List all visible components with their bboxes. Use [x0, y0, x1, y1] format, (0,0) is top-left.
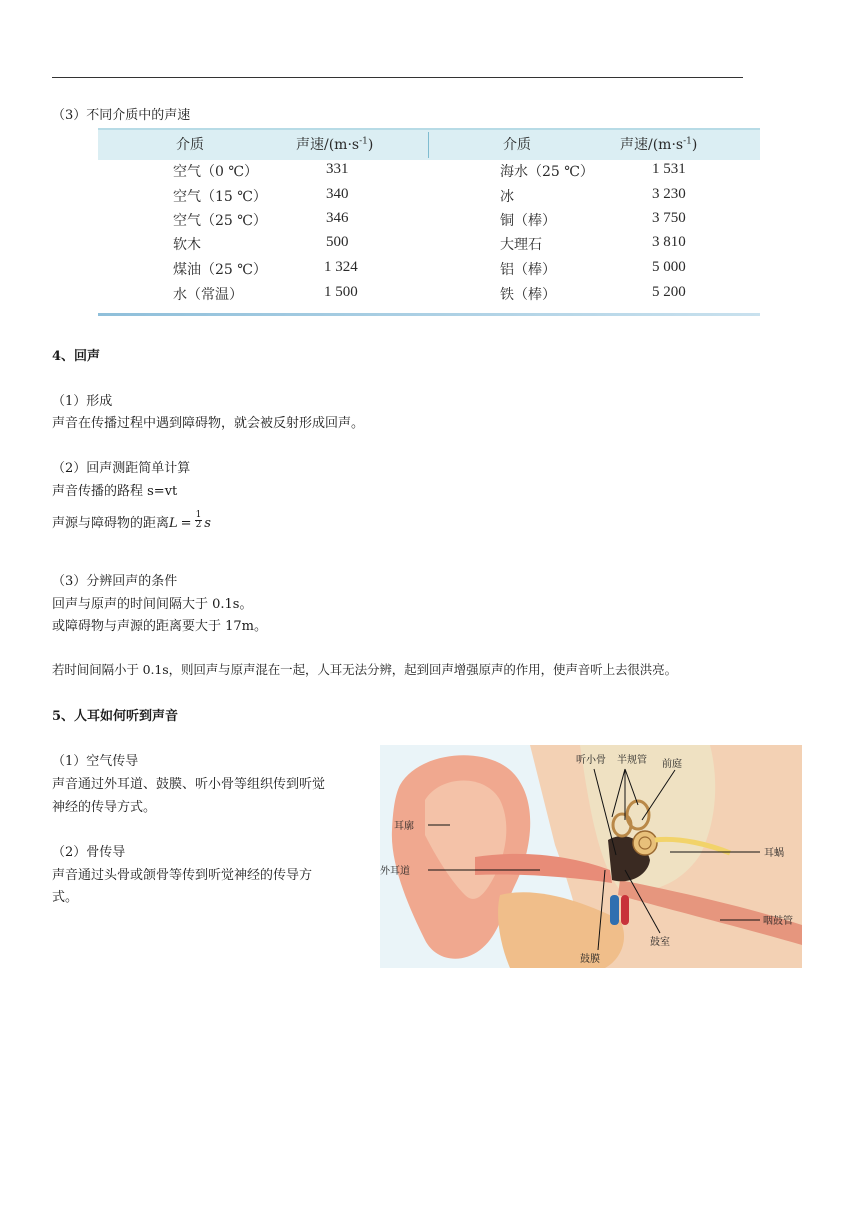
section5-para1a: 声音通过外耳道、鼓膜、听小骨等组织传到听觉	[52, 777, 326, 792]
section3-subtitle: （3）不同介质中的声速	[52, 108, 191, 123]
table-cell-medium: 空气（0 ℃）	[173, 164, 259, 180]
label-eardrum: 鼓膜	[580, 954, 600, 965]
ear-anatomy-figure	[380, 745, 802, 968]
table-bottom-rule	[98, 313, 760, 316]
table-cell-medium: 软木	[173, 237, 201, 253]
table-cell-speed: 1 531	[652, 161, 686, 177]
table-cell-speed: 340	[326, 186, 349, 202]
header-rule	[52, 77, 743, 78]
section5-para2b: 式。	[52, 890, 79, 905]
header-speed-right: 声速$/(m\cdot s^{-1})$	[620, 136, 698, 153]
formula-prefix: 声源与障碍物的距离	[52, 516, 170, 531]
label-ossicles: 听小骨	[576, 755, 606, 766]
table-cell-speed: 5 000	[652, 259, 686, 275]
cochlea-shape	[633, 831, 657, 855]
header-divider	[428, 132, 429, 158]
header-medium-left: 介质	[176, 137, 204, 153]
table-cell-medium: 煤油（25 ℃）	[173, 262, 267, 278]
section5-title: 5、人耳如何听到声音	[52, 709, 179, 724]
table-cell-speed: 331	[326, 161, 349, 177]
section4-para4: 回声与原声的时间间隔大于 0.1s。	[52, 597, 253, 612]
section5-sub2: （2）骨传导	[52, 845, 126, 860]
label-cochlea: 耳蜗	[764, 848, 784, 859]
artery-shape	[621, 895, 629, 925]
sound-speed-table	[98, 128, 760, 318]
table-cell-speed: 1 324	[324, 259, 358, 275]
distance-formula-line	[52, 512, 211, 533]
fraction-numerator: 1	[195, 510, 202, 520]
section4-para6: 若时间间隔小于 0.1s，则回声与原声混在一起，人耳无法分辨，起到回声增强原声的作用，使声音听上去很洪亮。	[52, 662, 677, 677]
formula-equals: =	[180, 516, 192, 531]
section4-sub3: （3）分辨回声的条件	[52, 574, 178, 589]
label-semicircular-canals: 半规管	[617, 755, 647, 766]
table-cell-medium: 铜（棒）	[500, 213, 556, 229]
table-cell-medium: 大理石	[500, 237, 542, 253]
section5-para1b: 神经的传导方式。	[52, 800, 157, 815]
label-eustachian-tube: 咽鼓管	[763, 916, 793, 927]
header-speed-left: 声速$/(m\cdot s^{-1})$	[296, 136, 374, 153]
section4-para2: 声音传播的路程 s=vt	[52, 484, 178, 499]
vein-shape	[610, 895, 619, 925]
section4-sub1: （1）形成	[52, 394, 113, 409]
table-cell-medium: 空气（25 ℃）	[173, 213, 267, 229]
table-cell-speed: 500	[326, 234, 349, 250]
table-cell-speed: 3 750	[652, 210, 686, 226]
label-tympanic-cavity: 鼓室	[650, 937, 670, 948]
section4-para1: 声音在传播过程中遇到障碍物，就会被反射形成回声。	[52, 416, 365, 431]
formula-fraction	[195, 511, 203, 530]
table-cell-speed: 3 230	[652, 186, 686, 202]
table-cell-speed: 5 200	[652, 284, 686, 300]
table-cell-speed: 1 500	[324, 284, 358, 300]
section5-para2a: 声音通过头骨或颌骨等传到听觉神经的传导方	[52, 868, 313, 883]
section4-para5: 或障碍物与声源的距离要大于 17m。	[52, 619, 268, 634]
header-medium-right: 介质	[503, 137, 531, 153]
table-cell-medium: 水（常温）	[173, 287, 243, 303]
label-ear-canal: 外耳道	[380, 866, 410, 877]
table-cell-speed: 346	[326, 210, 349, 226]
fraction-denominator: 2	[195, 520, 202, 530]
section4-sub2: （2）回声测距简单计算	[52, 461, 191, 476]
formula-s: s	[204, 516, 211, 531]
label-pinna: 耳廓	[394, 821, 414, 832]
table-cell-medium: 铝（棒）	[500, 262, 556, 278]
section5-sub1: （1）空气传导	[52, 754, 139, 769]
table-cell-medium: 海水（25 ℃）	[500, 164, 594, 180]
formula-L: L	[169, 516, 178, 531]
section4-title: 4、回声	[52, 349, 101, 364]
label-vestibule: 前庭	[662, 759, 682, 770]
table-cell-speed: 3 810	[652, 234, 686, 250]
table-cell-medium: 空气（15 ℃）	[173, 189, 267, 205]
table-cell-medium: 铁（棒）	[500, 287, 556, 303]
table-cell-medium: 冰	[500, 189, 514, 205]
